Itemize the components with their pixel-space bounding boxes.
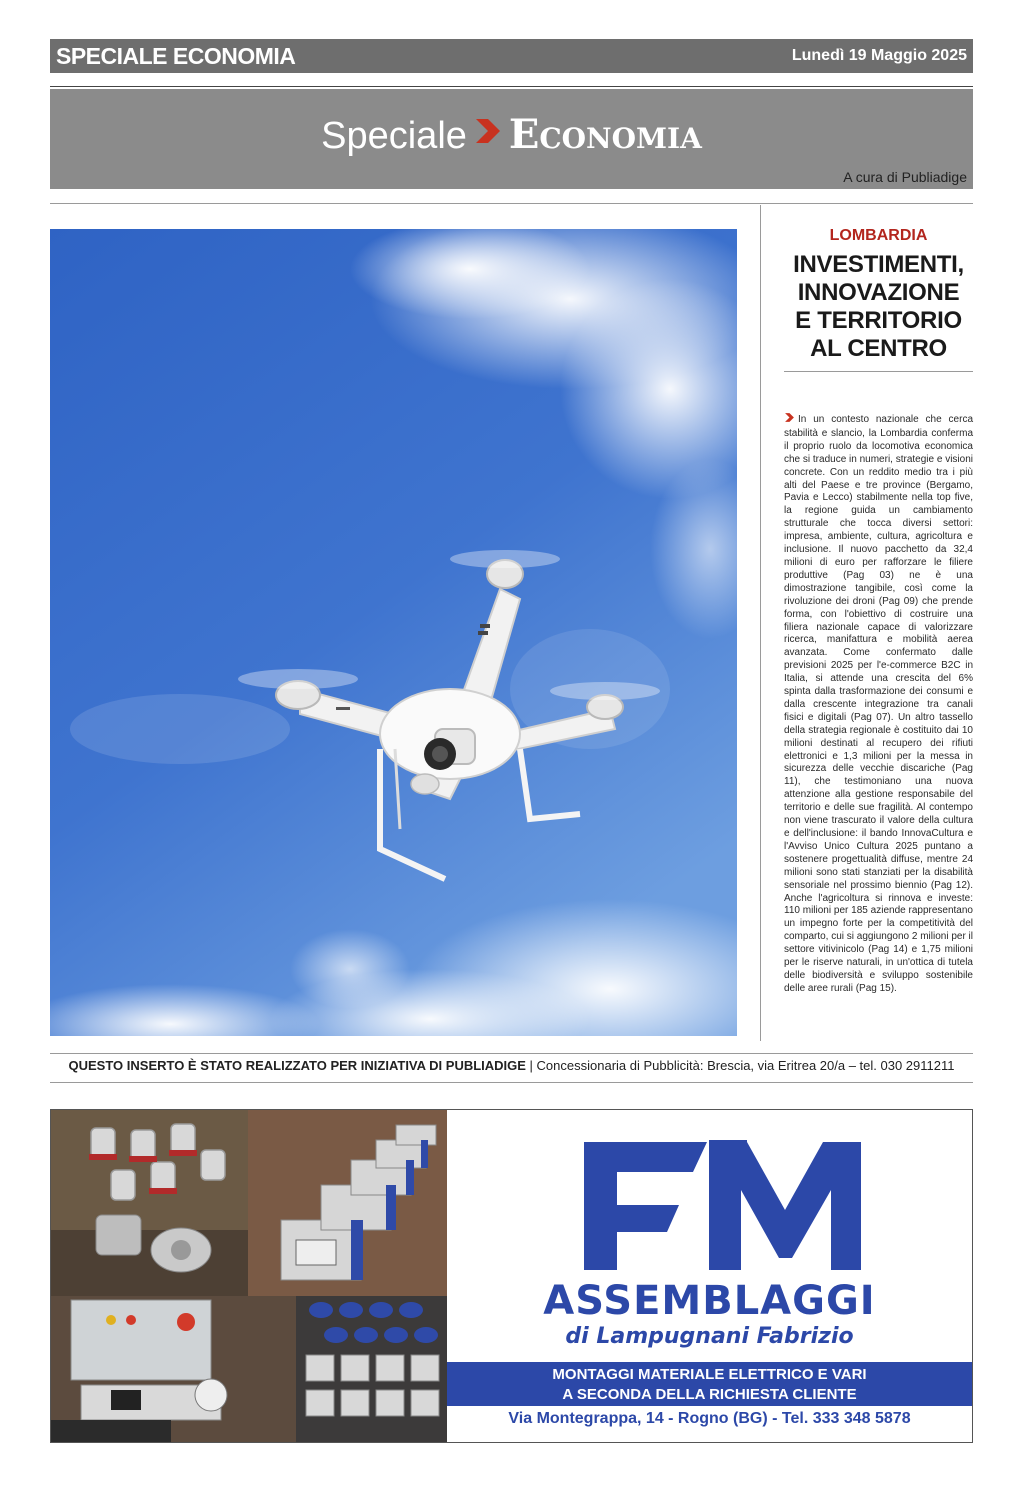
issue-date: Lunedì 19 Maggio 2025 (791, 47, 967, 64)
sockets-array-photo (296, 1296, 447, 1442)
article-headline (784, 251, 973, 363)
column-divider (760, 205, 761, 1041)
service-band (447, 1362, 972, 1406)
article-body-text: In un contesto nazionale che cerca stabilità e slancio, la Lombardia conferma il proprio ruolo da locomotiva economica che si traduce in numeri, strategie e visioni concrete. Con un reddito medio tra i più alti del Paese e tre province (Bergamo, Pavia e Lecco) stabilmente nella top five, la regione guida un cambiamento strutturale che tocca diversi settori: impresa, ambiente, cultura, agricoltura e inclusione. Il nuovo pacchetto da 32,4 milioni di euro per rafforzare le filiere produttive (Pag 03) ne è una dimostrazione tangibile, così come la rivoluzione dei droni (Pag 09) che prende forma, con l'obiettivo di costruire una filiera nazionale capace di valorizzare ricerca, manifattura e mobilità aerea avanzata. Come confermato dalle previsioni 2025 per l'e-commerce B2C in Italia, si attende una crescita del 6% spinta dalla trasformazione dei consumi e dalla crescente integrazione tra canali fisici e digitali (Pag 07). Un altro tassello della strategia regionale è costituito dai 10 milioni destinati al recupero dei rifiuti elettronici e 1,3 milioni per la messa in sicurezza delle vecchie discariche (Pag 11), che testimoniano una nuova attenzione alla gestione responsabile del territorio e delle sue fragilità. Al contempo non viene trascurato il valore della cultura e dell'inclusione: il bando InnovaCultura e l'Avviso Unico Cultura 2025 puntano a sostenere progettualità diffuse, mentre 24 milioni sono stati stanziati per la disabilità sensoriale nel prossimo biennio (Pag 12). Anche l'agricoltura si rinnova e investe: 110 milioni per 185 aziende rappresentano un impegno forte per la competitività del comparto, cui si aggiungono 2 milioni per il settore vitivinicolo (Pag 14) e 1,75 milioni per le riserve naturali, in un'ottica di tutela delle biodiversità e sviluppo sostenibile delle aree rurali (Pag 15). (784, 414, 973, 994)
insert-notice-separator: | (525, 1058, 537, 1073)
ad-photo-collage (51, 1110, 447, 1442)
divider (50, 203, 973, 204)
divider (50, 1082, 973, 1083)
article-kicker: LOMBARDIA (829, 227, 928, 244)
divider (50, 1053, 973, 1054)
control-panel-photo (51, 1296, 296, 1442)
assembly-line-photo (248, 1110, 447, 1296)
speciale-economia-banner (50, 89, 973, 189)
ad-brand-area (447, 1110, 972, 1442)
headline-line: AL CENTRO (810, 335, 947, 362)
article-body (784, 412, 973, 996)
chevron-right-icon (473, 113, 503, 156)
chevron-right-icon (784, 412, 795, 428)
section-label: SPECIALE ECONOMIA (56, 42, 296, 69)
headline-line: INNOVAZIONE (797, 279, 960, 306)
divider (784, 371, 973, 372)
divider (50, 86, 973, 87)
insert-notice-details: Concessionaria di Pubblicità: Brescia, via Eritrea 20/a – tel. 030 2911211 (536, 1058, 955, 1073)
company-name: ASSEMBLAGGI (543, 1278, 876, 1324)
company-address: Via Montegrappa, 14 - Rogno (BG) - Tel. 333 348 5878 (508, 1410, 911, 1427)
electrical-plugs-photo (51, 1110, 248, 1296)
headline-line: INVESTIMENTI, (793, 251, 964, 278)
drone-photo (50, 229, 737, 1036)
banner-word-economia: Economia (508, 111, 702, 158)
banner-credit: A cura di Publiadige (843, 169, 967, 185)
service-line: A SECONDA DELLA RICHIESTA CLIENTE (562, 1386, 857, 1403)
fm-logo-icon (447, 1110, 972, 1280)
company-owner: di Lampugnani Fabrizio (565, 1324, 854, 1349)
banner-title (50, 111, 973, 162)
insert-notice (50, 1058, 973, 1073)
headline-line: E TERRITORIO (795, 307, 962, 334)
drone-illustration (50, 229, 737, 1036)
service-line: MONTAGGI MATERIALE ELETTRICO E VARI (552, 1366, 867, 1383)
banner-word-speciale: Speciale (321, 115, 467, 157)
section-header-bar (50, 39, 973, 73)
article-column (784, 225, 973, 996)
fm-assemblaggi-advertisement (50, 1109, 973, 1443)
insert-notice-bold: QUESTO INSERTO È STATO REALIZZATO PER INIZIATIVA DI PUBLIADIGE (68, 1058, 526, 1073)
